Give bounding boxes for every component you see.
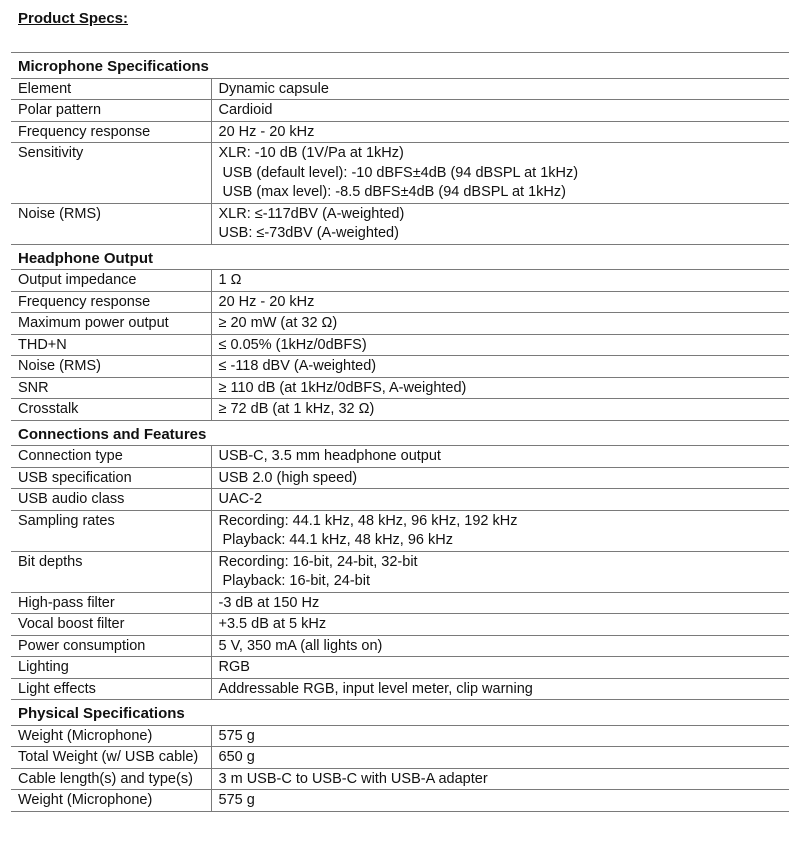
spec-label: Maximum power output	[11, 313, 211, 335]
section-title: Headphone Output	[18, 249, 153, 267]
spec-value	[211, 270, 789, 292]
spec-value	[211, 356, 789, 378]
spec-label: SNR	[11, 377, 211, 399]
spec-label: Weight (Microphone)	[11, 725, 211, 747]
spec-label: Weight (Microphone)	[11, 790, 211, 812]
table-row	[11, 78, 789, 100]
spec-value	[211, 291, 789, 313]
table-row	[11, 510, 789, 551]
spec-value	[211, 489, 789, 511]
spec-label: Crosstalk	[11, 399, 211, 421]
table-row	[11, 100, 789, 122]
section-header	[11, 700, 789, 726]
spec-value	[211, 100, 789, 122]
table-row	[11, 551, 789, 592]
spec-value	[211, 399, 789, 421]
spec-value	[211, 614, 789, 636]
table-row	[11, 678, 789, 700]
spec-value	[211, 446, 789, 468]
table-row	[11, 614, 789, 636]
spec-value-line: ≤ -118 dBV (A-weighted)	[218, 358, 377, 374]
spec-value-line: ≥ 72 dB (at 1 kHz, 32 Ω)	[218, 401, 375, 417]
table-row	[11, 635, 789, 657]
spec-value-line: 20 Hz - 20 kHz	[218, 293, 315, 310]
table-row	[11, 313, 789, 335]
spec-value	[211, 747, 789, 769]
spec-value	[211, 143, 789, 204]
spec-table	[11, 52, 789, 812]
spec-value-line: USB: ≤-73dBV (A-weighted)	[218, 225, 399, 241]
spec-value-line: XLR: -10 dB (1V/Pa at 1kHz)	[218, 145, 404, 161]
spec-value	[211, 313, 789, 335]
section-header	[11, 53, 789, 79]
spec-value	[211, 334, 789, 356]
spec-label: Output impedance	[11, 270, 211, 292]
table-row	[11, 768, 789, 790]
spec-value	[211, 768, 789, 790]
spec-value-line: XLR: ≤-117dBV (A-weighted)	[218, 205, 405, 222]
table-row	[11, 489, 789, 511]
spec-value-line: Recording: 44.1 kHz, 48 kHz, 96 kHz, 192 kHz	[218, 512, 518, 529]
spec-value-line: 3 m USB-C to USB-C with USB-A adapter	[218, 770, 488, 787]
table-row	[11, 291, 789, 313]
spec-value-line: 20 Hz - 20 kHz	[218, 123, 315, 140]
spec-label: Sampling rates	[11, 510, 211, 551]
section-header	[11, 420, 789, 446]
spec-value	[211, 78, 789, 100]
spec-value	[211, 725, 789, 747]
spec-value	[211, 678, 789, 700]
spec-value-line: Recording: 16-bit, 24-bit, 32-bit	[218, 553, 418, 570]
spec-label: Noise (RMS)	[11, 203, 211, 244]
spec-label: Connection type	[11, 446, 211, 468]
table-row	[11, 592, 789, 614]
spec-value	[211, 790, 789, 812]
spec-value-line: USB 2.0 (high speed)	[218, 469, 358, 486]
spec-value-line: +3.5 dB at 5 kHz	[218, 616, 327, 632]
spec-label: Frequency response	[11, 121, 211, 143]
spec-label: Light effects	[11, 678, 211, 700]
spec-value-line: UAC-2	[218, 491, 263, 507]
section-title: Connections and Features	[18, 425, 207, 443]
spec-value	[211, 377, 789, 399]
table-row	[11, 203, 789, 244]
spec-value-line: ≥ 20 mW (at 32 Ω)	[218, 315, 338, 331]
spec-value-line: -3 dB at 150 Hz	[218, 594, 320, 611]
table-row	[11, 725, 789, 747]
spec-value	[211, 121, 789, 143]
section-title: Physical Specifications	[18, 705, 185, 722]
spec-value-line: 5 V, 350 mA (all lights on)	[218, 637, 383, 654]
spec-value-line: USB (default level): -10 dBFS±4dB (94 dBSPL at 1kHz)	[222, 164, 579, 181]
spec-value-line: 575 g	[218, 727, 255, 744]
section-header	[11, 244, 789, 270]
spec-value-line: ≤ 0.05% (1kHz/0dBFS)	[218, 336, 367, 353]
spec-value-line: Playback: 16-bit, 24-bit	[222, 573, 370, 589]
spec-value-line: Addressable RGB, input level meter, clip warning	[218, 680, 533, 697]
spec-label: Cable length(s) and type(s)	[11, 768, 211, 790]
spec-value-line: RGB	[218, 659, 250, 675]
spec-label: USB specification	[11, 467, 211, 489]
spec-label: Bit depths	[11, 551, 211, 592]
table-row	[11, 747, 789, 769]
spec-value-line: Dynamic capsule	[218, 80, 329, 97]
spec-value-line: USB-C, 3.5 mm headphone output	[218, 448, 441, 464]
spec-label: Frequency response	[11, 291, 211, 313]
table-row	[11, 143, 789, 204]
table-row	[11, 446, 789, 468]
spec-value	[211, 592, 789, 614]
spec-label: USB audio class	[11, 489, 211, 511]
spec-label: Polar pattern	[11, 100, 211, 122]
table-row	[11, 270, 789, 292]
table-row	[11, 467, 789, 489]
spec-label: Element	[11, 78, 211, 100]
spec-label: Vocal boost filter	[11, 614, 211, 636]
spec-label: Total Weight (w/ USB cable)	[11, 747, 211, 769]
spec-value-line: USB (max level): -8.5 dBFS±4dB (94 dBSPL at 1kHz)	[222, 184, 566, 200]
spec-value	[211, 203, 789, 244]
table-row	[11, 657, 789, 679]
spec-label: Power consumption	[11, 635, 211, 657]
spec-label: Sensitivity	[11, 143, 211, 204]
spec-label: THD+N	[11, 334, 211, 356]
spec-label: Noise (RMS)	[11, 356, 211, 378]
spec-label: Lighting	[11, 657, 211, 679]
spec-label: High-pass filter	[11, 592, 211, 614]
spec-value-line: 1 Ω	[218, 272, 242, 288]
spec-value-line: Cardioid	[218, 102, 273, 118]
table-row	[11, 334, 789, 356]
spec-value-line: 575 g	[218, 792, 255, 808]
spec-value	[211, 467, 789, 489]
spec-value	[211, 510, 789, 551]
spec-value-line: 650 g	[218, 749, 255, 765]
table-row	[11, 356, 789, 378]
table-row	[11, 399, 789, 421]
table-row	[11, 377, 789, 399]
section-title: Microphone Specifications	[18, 58, 209, 75]
spec-value-line: Playback: 44.1 kHz, 48 kHz, 96 kHz	[222, 532, 453, 548]
table-row	[11, 121, 789, 143]
spec-value	[211, 551, 789, 592]
spec-value	[211, 657, 789, 679]
spec-value-line: ≥ 110 dB (at 1kHz/0dBFS, A-weighted)	[218, 379, 467, 396]
spec-value	[211, 635, 789, 657]
table-row	[11, 790, 789, 812]
page-title: Product Specs:	[18, 10, 129, 27]
